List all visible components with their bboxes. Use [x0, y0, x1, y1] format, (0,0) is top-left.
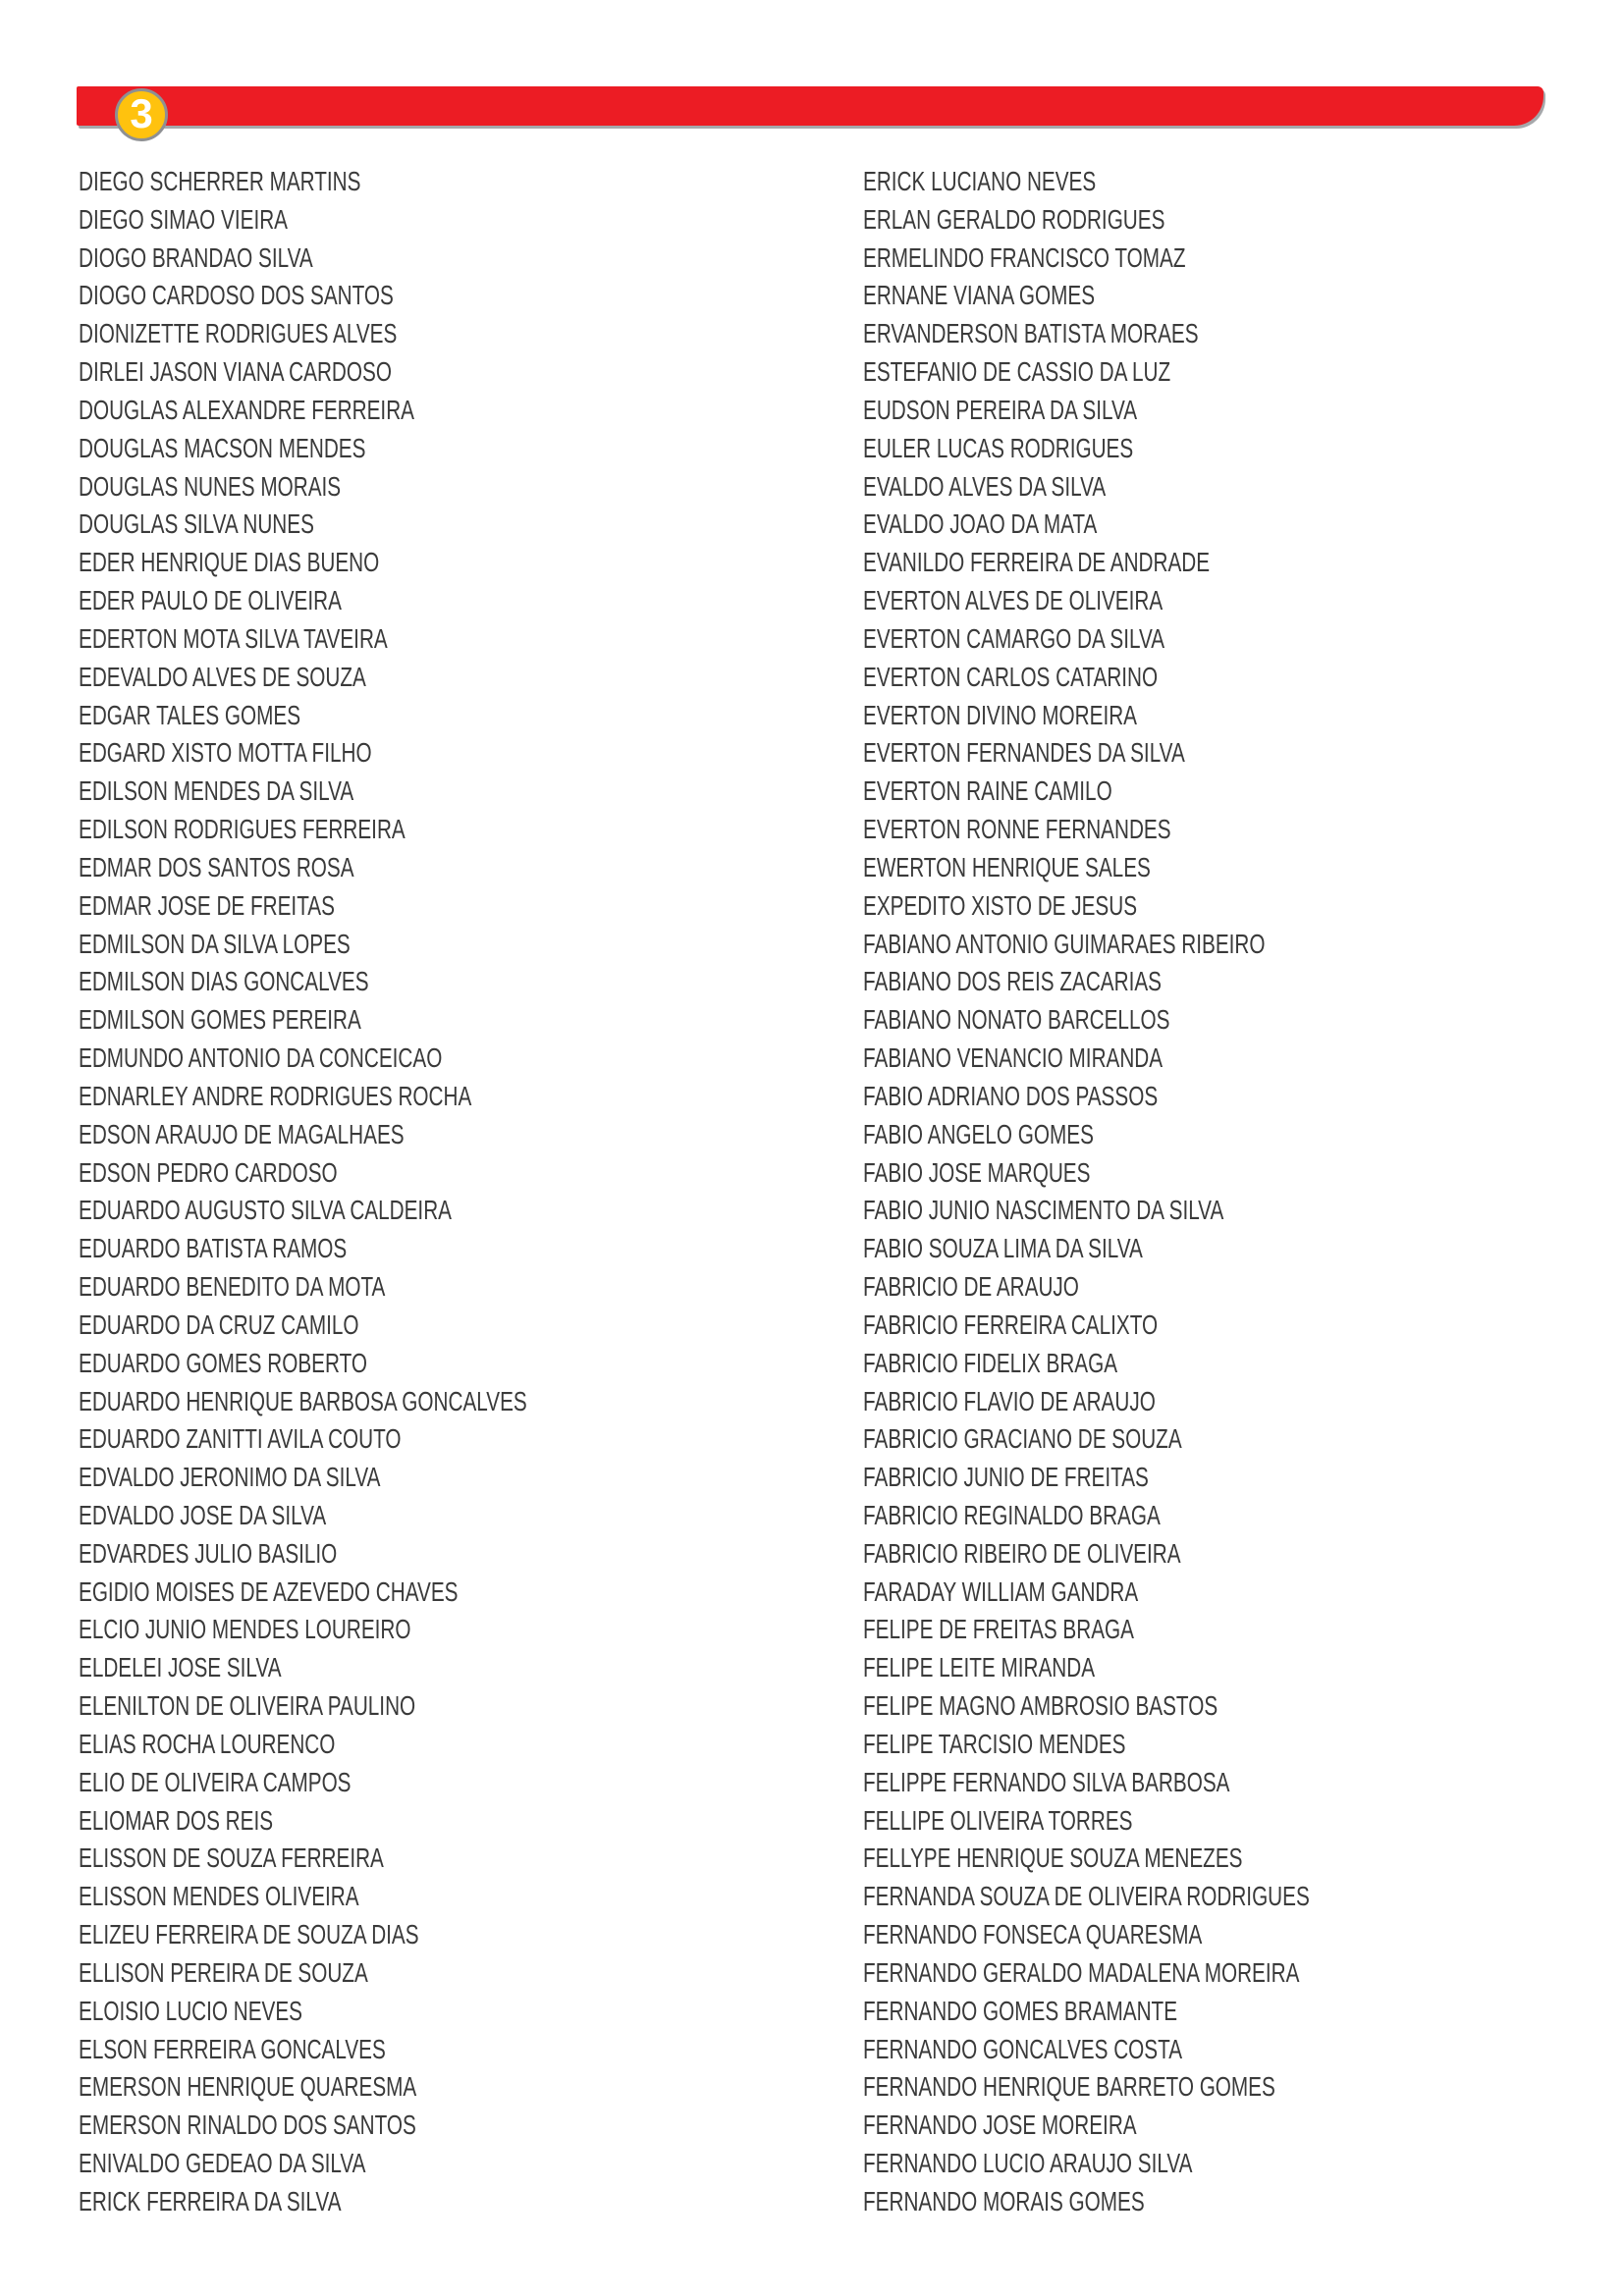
list-item: EVERTON CAMARGO DA SILVA — [863, 622, 1165, 654]
list-item: FABRICIO GRACIANO DE SOUZA — [863, 1423, 1182, 1455]
list-item: FERNANDO GOMES BRAMANTE — [863, 1995, 1178, 2026]
list-item: FERNANDO JOSE MOREIRA — [863, 2109, 1137, 2141]
list-item: DOUGLAS SILVA NUNES — [79, 508, 314, 540]
list-item: FABIANO VENANCIO MIRANDA — [863, 1042, 1164, 1074]
list-item: FERNANDO MORAIS GOMES — [863, 2185, 1145, 2216]
list-item: FABIO JUNIO NASCIMENTO DA SILVA — [863, 1195, 1224, 1226]
list-item: FABRICIO REGINALDO BRAGA — [863, 1499, 1161, 1530]
list-item: DIRLEI JASON VIANA CARDOSO — [79, 356, 392, 388]
list-item: EDERTON MOTA SILVA TAVEIRA — [79, 622, 388, 654]
list-item: ELENILTON DE OLIVEIRA PAULINO — [79, 1690, 416, 1722]
list-item: EDUARDO BATISTA RAMOS — [79, 1233, 348, 1264]
list-item: ERNANE VIANA GOMES — [863, 280, 1096, 311]
list-item: FABRICIO RIBEIRO DE OLIVEIRA — [863, 1537, 1181, 1569]
list-item: EMERSON HENRIQUE QUARESMA — [79, 2071, 417, 2103]
list-item: ENIVALDO GEDEAO DA SILVA — [79, 2148, 366, 2179]
list-item: EMERSON RINALDO DOS SANTOS — [79, 2109, 416, 2141]
list-item: EDILSON RODRIGUES FERREIRA — [79, 814, 406, 845]
list-item: EWERTON HENRIQUE SALES — [863, 851, 1151, 882]
list-item: EDUARDO ZANITTI AVILA COUTO — [79, 1423, 402, 1455]
list-item: EDVALDO JERONIMO DA SILVA — [79, 1462, 381, 1493]
list-item: EDUARDO AUGUSTO SILVA CALDEIRA — [79, 1195, 452, 1226]
list-item: DIEGO SCHERRER MARTINS — [79, 166, 361, 196]
list-item: EVERTON FERNANDES DA SILVA — [863, 737, 1185, 769]
list-item: EVERTON DIVINO MOREIRA — [863, 699, 1138, 730]
list-item: EDUARDO HENRIQUE BARBOSA GONCALVES — [79, 1385, 527, 1416]
list-item: ELCIO JUNIO MENDES LOUREIRO — [79, 1614, 411, 1645]
list-item: DIOGO CARDOSO DOS SANTOS — [79, 280, 394, 311]
list-item: EDUARDO BENEDITO DA MOTA — [79, 1271, 386, 1303]
list-item: FERNANDO HENRIQUE BARRETO GOMES — [863, 2071, 1275, 2103]
list-item: EDSON ARAUJO DE MAGALHAES — [79, 1118, 405, 1149]
list-item: ERLAN GERALDO RODRIGUES — [863, 203, 1165, 235]
list-item: EDMAR DOS SANTOS ROSA — [79, 851, 354, 882]
list-item: ELDELEI JOSE SILVA — [79, 1652, 282, 1683]
list-item: FELIPE MAGNO AMBROSIO BASTOS — [863, 1690, 1218, 1722]
list-item: EDMILSON DIAS GONCALVES — [79, 966, 369, 997]
list-item: EDER HENRIQUE DIAS BUENO — [79, 547, 380, 578]
list-item: ERVANDERSON BATISTA MORAES — [863, 318, 1199, 349]
list-item: EDMILSON GOMES PEREIRA — [79, 1004, 361, 1036]
list-item: FELIPE TARCISIO MENDES — [863, 1728, 1126, 1759]
page-number-badge-text: 3 — [130, 90, 153, 136]
list-item: FERNANDO FONSECA QUARESMA — [863, 1919, 1203, 1950]
list-item: EDSON PEDRO CARDOSO — [79, 1156, 338, 1188]
list-item: DIOGO BRANDAO SILVA — [79, 241, 313, 273]
list-item: DIEGO SIMAO VIEIRA — [79, 203, 289, 235]
list-item: FARADAY WILLIAM GANDRA — [863, 1575, 1139, 1607]
list-item: FABIO JOSE MARQUES — [863, 1156, 1091, 1188]
list-item: FABIO SOUZA LIMA DA SILVA — [863, 1233, 1143, 1264]
list-item: EDILSON MENDES DA SILVA — [79, 775, 354, 807]
list-item: FELIPE DE FREITAS BRAGA — [863, 1614, 1134, 1645]
list-item: ELISSON DE SOUZA FERREIRA — [79, 1842, 384, 1874]
page-number-badge — [115, 88, 168, 141]
name-list-column-left — [79, 163, 684, 2221]
list-item: EVALDO JOAO DA MATA — [863, 508, 1098, 540]
list-item: FELLYPE HENRIQUE SOUZA MENEZES — [863, 1842, 1243, 1874]
list-item: EDVARDES JULIO BASILIO — [79, 1537, 338, 1569]
list-item: DOUGLAS NUNES MORAIS — [79, 470, 342, 502]
list-item: ELOISIO LUCIO NEVES — [79, 1995, 303, 2026]
list-item: FABRICIO FERREIRA CALIXTO — [863, 1308, 1159, 1340]
list-item: EDUARDO GOMES ROBERTO — [79, 1347, 367, 1378]
list-item: FELIPE LEITE MIRANDA — [863, 1652, 1096, 1683]
list-item: ELIZEU FERREIRA DE SOUZA DIAS — [79, 1919, 419, 1950]
name-list-column-right — [863, 163, 1467, 2221]
list-item: FERNANDA SOUZA DE OLIVEIRA RODRIGUES — [863, 1881, 1310, 1912]
list-item: ELISSON MENDES OLIVEIRA — [79, 1881, 359, 1912]
list-item: FABIO ADRIANO DOS PASSOS — [863, 1080, 1159, 1111]
list-item: EVERTON RAINE CAMILO — [863, 775, 1112, 807]
list-item: EDVALDO JOSE DA SILVA — [79, 1499, 327, 1530]
list-item: FABRICIO DE ARAUJO — [863, 1271, 1079, 1303]
list-item: ERICK LUCIANO NEVES — [863, 166, 1097, 196]
list-item: ESTEFANIO DE CASSIO DA LUZ — [863, 356, 1171, 388]
list-item: EDMUNDO ANTONIO DA CONCEICAO — [79, 1042, 443, 1074]
list-item: EGIDIO MOISES DE AZEVEDO CHAVES — [79, 1575, 459, 1607]
list-item: ERMELINDO FRANCISCO TOMAZ — [863, 241, 1186, 273]
list-item: ELLISON PEREIRA DE SOUZA — [79, 1956, 368, 1988]
list-item: EULER LUCAS RODRIGUES — [863, 432, 1134, 463]
list-item: EVANILDO FERREIRA DE ANDRADE — [863, 547, 1211, 578]
list-item: FERNANDO GONCALVES COSTA — [863, 2033, 1183, 2064]
list-item: DIONIZETTE RODRIGUES ALVES — [79, 318, 398, 349]
list-item: EDMILSON DA SILVA LOPES — [79, 928, 351, 959]
list-item: EVERTON RONNE FERNANDES — [863, 814, 1171, 845]
section-header-bar — [77, 86, 1543, 126]
list-item: FELLIPE OLIVEIRA TORRES — [863, 1804, 1133, 1836]
list-item: ELIOMAR DOS REIS — [79, 1804, 274, 1836]
list-item: DOUGLAS MACSON MENDES — [79, 432, 366, 463]
list-item: FERNANDO LUCIO ARAUJO SILVA — [863, 2148, 1193, 2179]
list-item: EVERTON ALVES DE OLIVEIRA — [863, 585, 1164, 616]
list-item: FABIANO ANTONIO GUIMARAES RIBEIRO — [863, 928, 1266, 959]
list-item: ERICK FERREIRA DA SILVA — [79, 2185, 342, 2216]
list-item: EDGAR TALES GOMES — [79, 699, 301, 730]
list-item: FERNANDO GERALDO MADALENA MOREIRA — [863, 1956, 1300, 1988]
list-item: FABRICIO JUNIO DE FREITAS — [863, 1462, 1149, 1493]
list-item: EDUARDO DA CRUZ CAMILO — [79, 1308, 359, 1340]
list-item: FABRICIO FLAVIO DE ARAUJO — [863, 1385, 1156, 1416]
list-item: EDMAR JOSE DE FREITAS — [79, 889, 335, 921]
list-item: EDEVALDO ALVES DE SOUZA — [79, 661, 366, 692]
list-item: FELIPPE FERNANDO SILVA BARBOSA — [863, 1766, 1230, 1797]
list-item: EUDSON PEREIRA DA SILVA — [863, 394, 1138, 425]
list-item: EVERTON CARLOS CATARINO — [863, 661, 1159, 692]
list-item: EDER PAULO DE OLIVEIRA — [79, 585, 342, 616]
list-item: EDNARLEY ANDRE RODRIGUES ROCHA — [79, 1080, 472, 1111]
list-item: EXPEDITO XISTO DE JESUS — [863, 889, 1138, 921]
list-item: EVALDO ALVES DA SILVA — [863, 470, 1107, 502]
list-item: FABIO ANGELO GOMES — [863, 1118, 1094, 1149]
list-item: ELSON FERREIRA GONCALVES — [79, 2033, 386, 2064]
list-item: DOUGLAS ALEXANDRE FERREIRA — [79, 394, 414, 425]
list-item: ELIAS ROCHA LOURENCO — [79, 1728, 336, 1759]
list-item: FABIANO NONATO BARCELLOS — [863, 1004, 1170, 1036]
list-item: ELIO DE OLIVEIRA CAMPOS — [79, 1766, 352, 1797]
list-item: EDGARD XISTO MOTTA FILHO — [79, 737, 372, 769]
list-item: FABRICIO FIDELIX BRAGA — [863, 1347, 1118, 1378]
list-item: FABIANO DOS REIS ZACARIAS — [863, 966, 1162, 997]
